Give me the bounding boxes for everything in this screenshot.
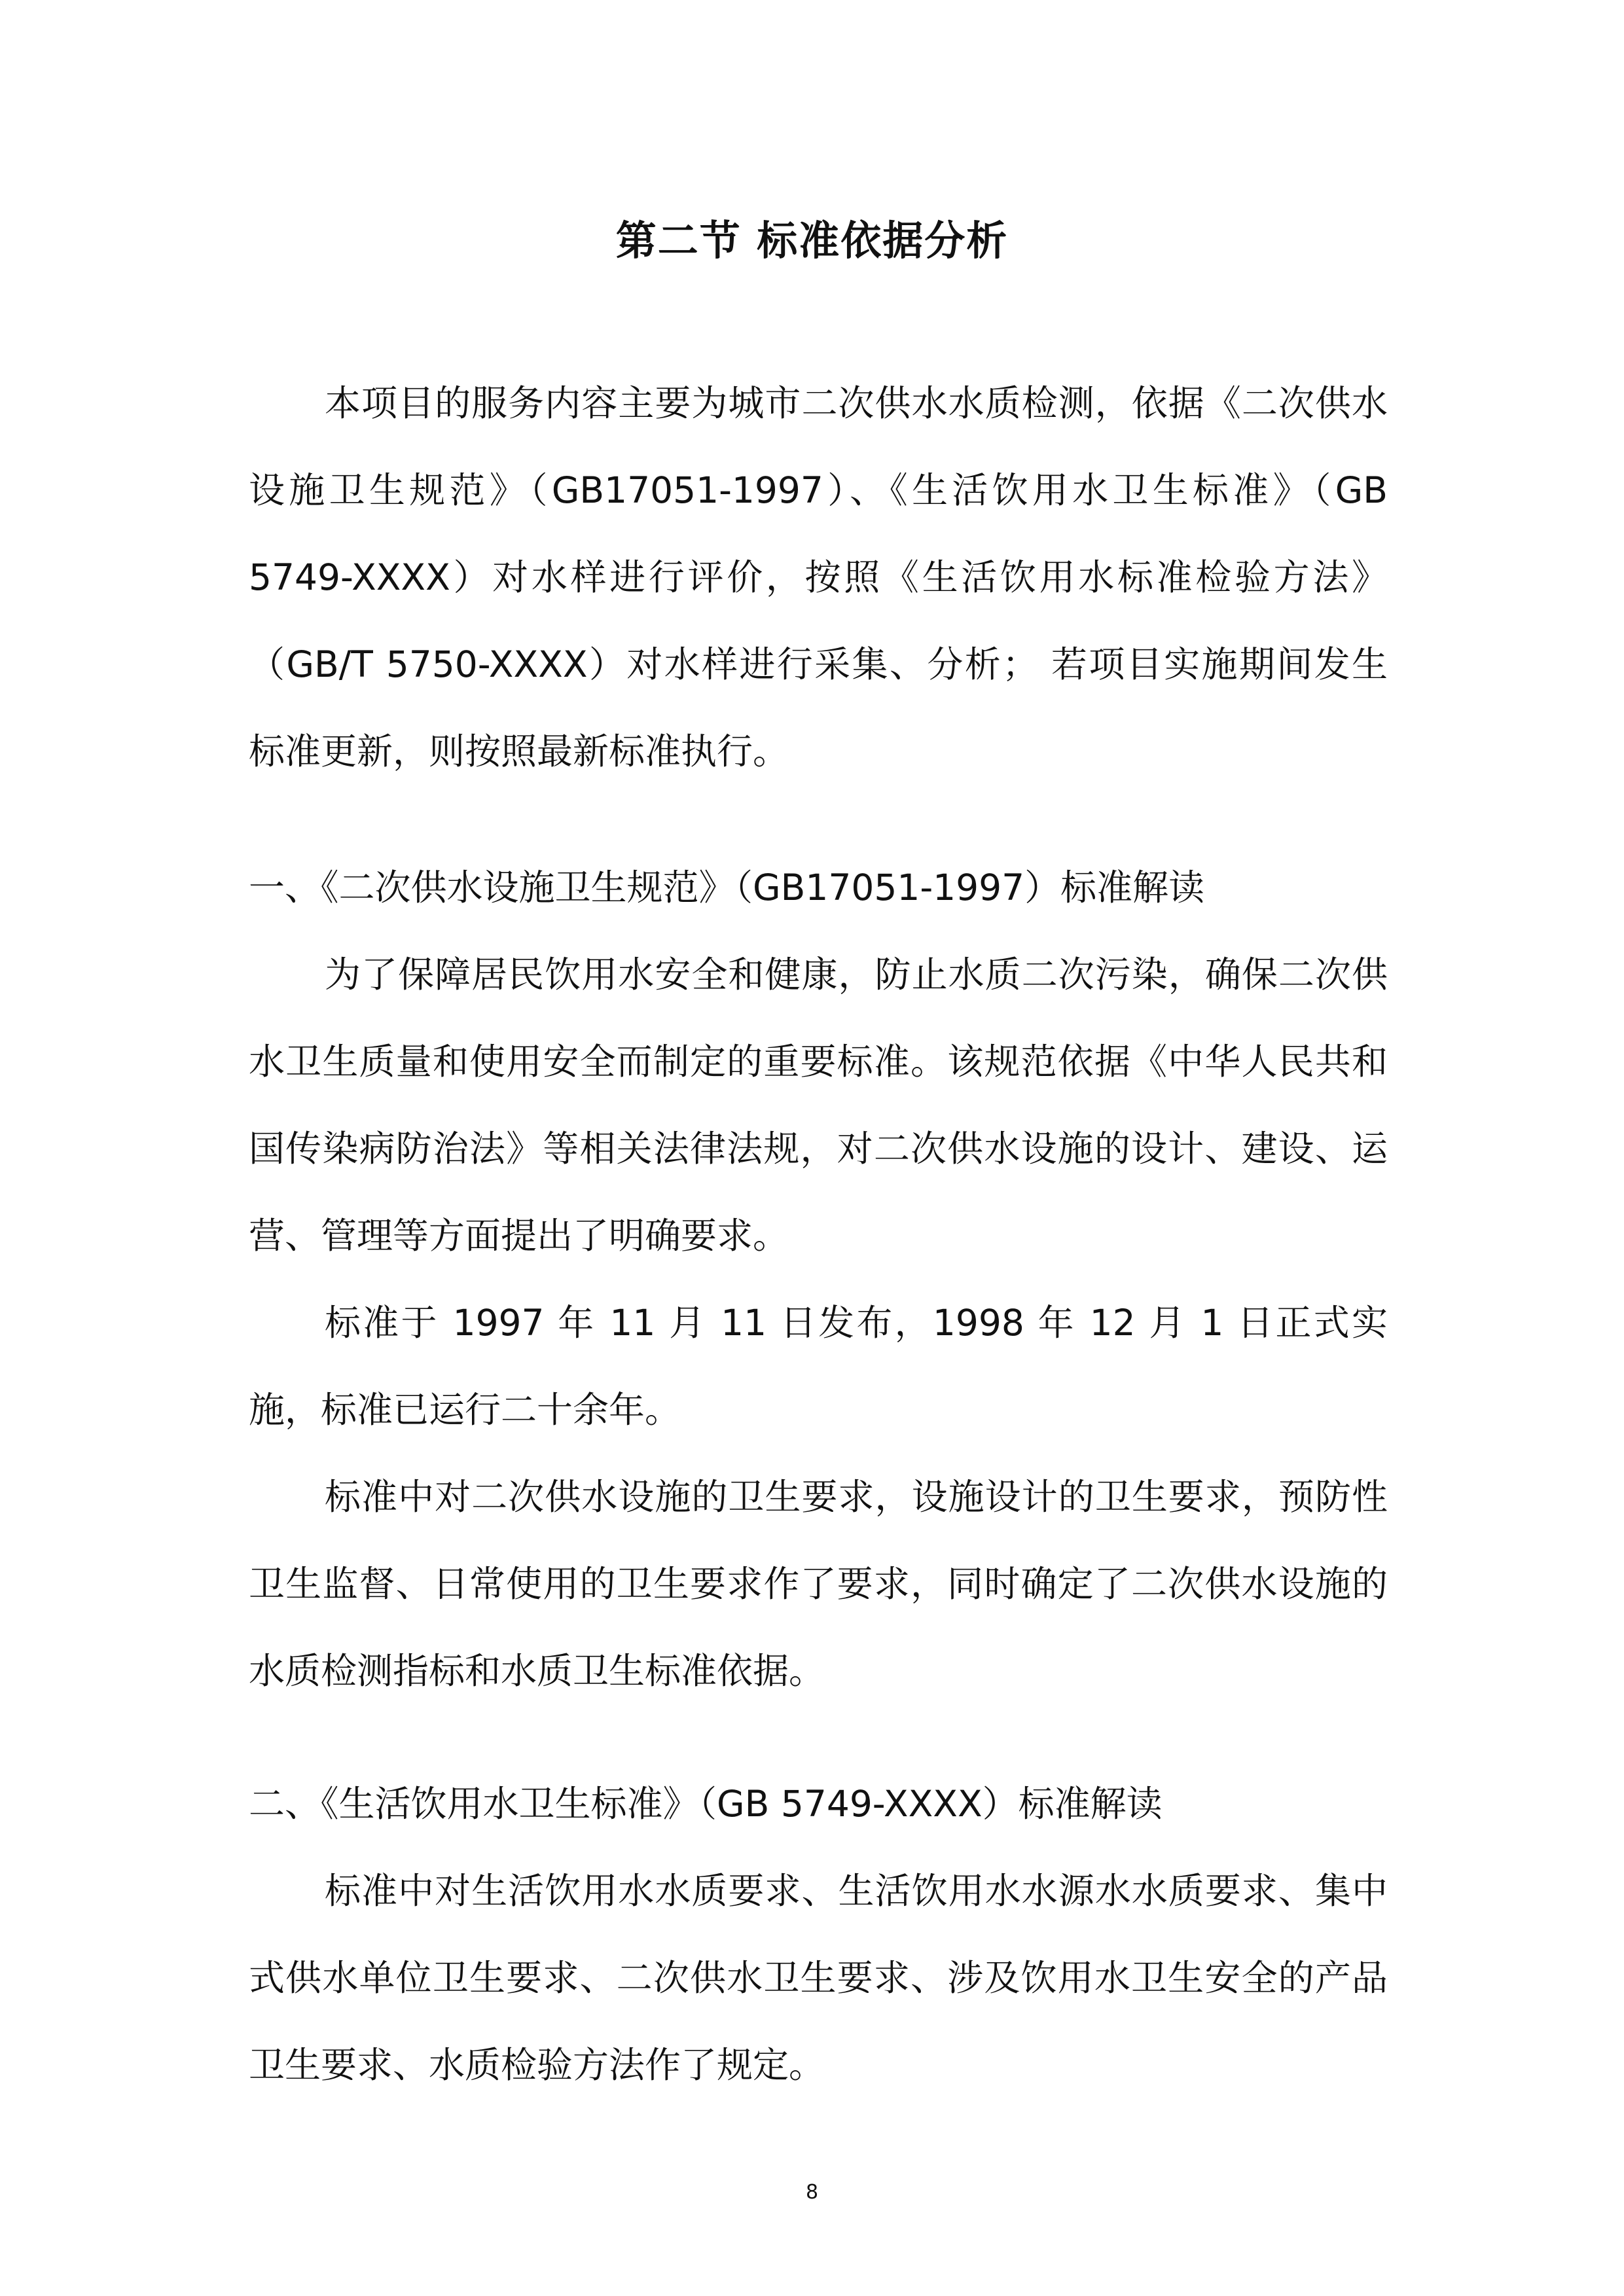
section-2-paragraph-1: 标准中对生活饮用水水质要求、生活饮用水水源水水质要求、集中式供水单位卫生要求、二次供水卫生要求、涉及饮用水卫生安全的产品卫生要求、水质检验方法作了规定。 xyxy=(249,1870,1388,2086)
section-1-heading: 一、《二次供水设施卫生规范》（GB17051-1997）标准解读 xyxy=(249,867,1205,908)
intro-paragraph: 本项目的服务内容主要为城市二次供水水质检测，依据《二次供水设施卫生规范》（GB17051-1997）、《生活饮用水卫生标准》（GB 5749-XXXX）对水样进行评价，按照《生活饮用水标准检验方法》（GB/T 5750-XXXX）对水样进行采集、分析； 若项目实施期间发生标准更新，则按照最新标准执行。 xyxy=(249,382,1388,772)
section-1-paragraph-2: 标准于 1997 年 11 月 11 日发布，1998 年 12 月 1 日正式实施，标准已运行二十余年。 xyxy=(249,1302,1388,1431)
section-1-paragraph-3: 标准中对二次供水设施的卫生要求，设施设计的卫生要求，预防性卫生监督、日常使用的卫生要求作了要求，同时确定了二次供水设施的水质检测指标和水质卫生标准依据。 xyxy=(249,1476,1388,1692)
section-1-paragraph-1: 为了保障居民饮用水安全和健康，防止水质二次污染，确保二次供水卫生质量和使用安全而制定的重要标准。该规范依据《中华人民共和国传染病防治法》等相关法律法规，对二次供水设施的设计、建设、运营、管理等方面提出了明确要求。 xyxy=(249,954,1388,1257)
section-title: 第二节 标准依据分析 xyxy=(615,217,1009,264)
page-number: 8 xyxy=(805,2181,819,2204)
section-2-heading: 二、《生活饮用水卫生标准》（GB 5749-XXXX）标准解读 xyxy=(249,1783,1163,1825)
